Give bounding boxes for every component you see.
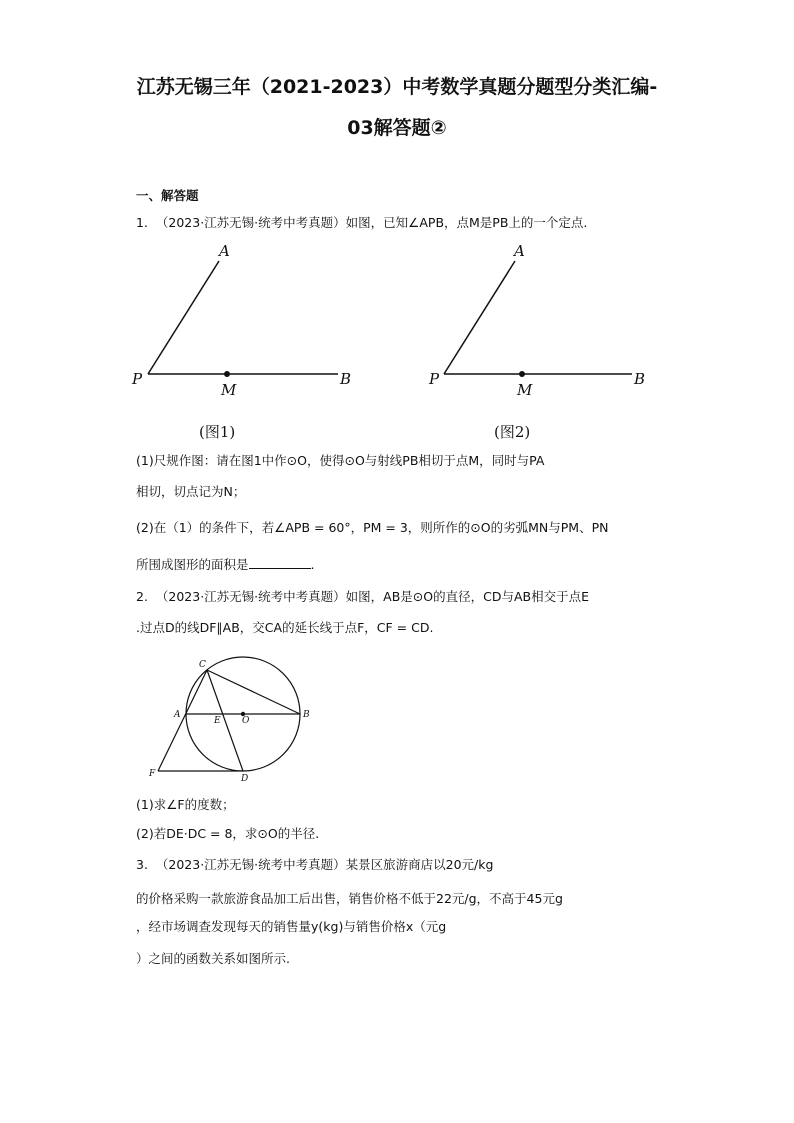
- q1-stem: 如图，已知∠APB，点M是PB上的一个定点.: [345, 215, 588, 230]
- point-M: [519, 371, 525, 377]
- figure2-caption: (图2): [494, 423, 531, 441]
- q3-line4: ）之间的函数关系如图所示.: [136, 951, 290, 966]
- q3-number: 3.: [136, 857, 148, 872]
- q2-part2: (2)若DE·DC = 8，求⊙O的半径.: [136, 826, 320, 841]
- label-B: B: [634, 370, 646, 388]
- label-D: D: [241, 774, 249, 784]
- q3-source: （2023·江苏无锡·统考中考真题）: [155, 857, 346, 872]
- label-M: M: [221, 381, 237, 399]
- label-B: B: [303, 710, 310, 720]
- label-P: P: [429, 370, 440, 388]
- q1-part2-text: 所围成图形的面积是: [136, 557, 249, 572]
- label-B: B: [340, 370, 352, 388]
- q2-number: 2.: [136, 589, 148, 604]
- segment-CD: [207, 670, 243, 771]
- q1-figure-2: [428, 242, 645, 399]
- q3-line1: 某景区旅游商店以20元/kg: [345, 857, 494, 872]
- q2-source: （2023·江苏无锡·统考中考真题）: [155, 589, 346, 604]
- q1-part2-line1: (2)在（1）的条件下，若∠APB = 60°，PM = 3，则所作的⊙O的劣弧MN与PM、PN: [136, 520, 609, 535]
- answer-blank: [249, 556, 311, 569]
- q3-header: [136, 857, 493, 873]
- figure1-caption: (图1): [199, 423, 236, 441]
- label-E: E: [214, 716, 221, 726]
- label-A: A: [174, 710, 181, 720]
- label-P: P: [132, 370, 143, 388]
- label-A: A: [219, 242, 230, 260]
- q1-part1-line1: (1)尺规作图：请在图1中作⊙O，使得⊙O与射线PB相切于点M，同时与PA: [136, 453, 545, 468]
- q2-header: [136, 589, 589, 605]
- document-title-line2: 03解答题②: [347, 117, 447, 139]
- q1-number: 1.: [136, 215, 148, 230]
- document-title-line1: 江苏无锡三年（2021-2023）中考数学真题分题型分类汇编-: [136, 76, 658, 98]
- label-A: A: [514, 242, 525, 260]
- q2-figure: [148, 657, 310, 784]
- point-M: [224, 371, 230, 377]
- q1-part2-line2: [136, 556, 315, 573]
- line-CF: [158, 670, 207, 771]
- q3-line3: ，经市场调查发现每天的销售量y(kg)与销售价格x（元g: [136, 919, 447, 934]
- q1-figure-1: [131, 242, 351, 399]
- label-C: C: [199, 660, 206, 670]
- q1-source: （2023·江苏无锡·统考中考真题）: [155, 215, 346, 230]
- section-heading: 一、解答题: [136, 188, 199, 203]
- q1-part2-end: .: [310, 557, 315, 572]
- q2-stem-line2: .过点D的线DF∥AB，交CA的延长线于点F，CF = CD.: [136, 620, 434, 635]
- q1-part1-line2: 相切，切点记为N；: [136, 484, 246, 499]
- label-O: O: [242, 716, 250, 726]
- q2-part1: (1)求∠F的度数；: [136, 797, 235, 812]
- label-M: M: [517, 381, 533, 399]
- q2-stem-line1: 如图，AB是⊙O的直径，CD与AB相交于点E: [345, 589, 589, 604]
- q3-line2: 的价格采购一款旅游食品加工后出售，销售价格不低于22元/g，不高于45元g: [136, 891, 563, 906]
- label-F: F: [149, 769, 156, 779]
- ray-PA: [148, 261, 219, 374]
- ray-PA: [444, 261, 515, 374]
